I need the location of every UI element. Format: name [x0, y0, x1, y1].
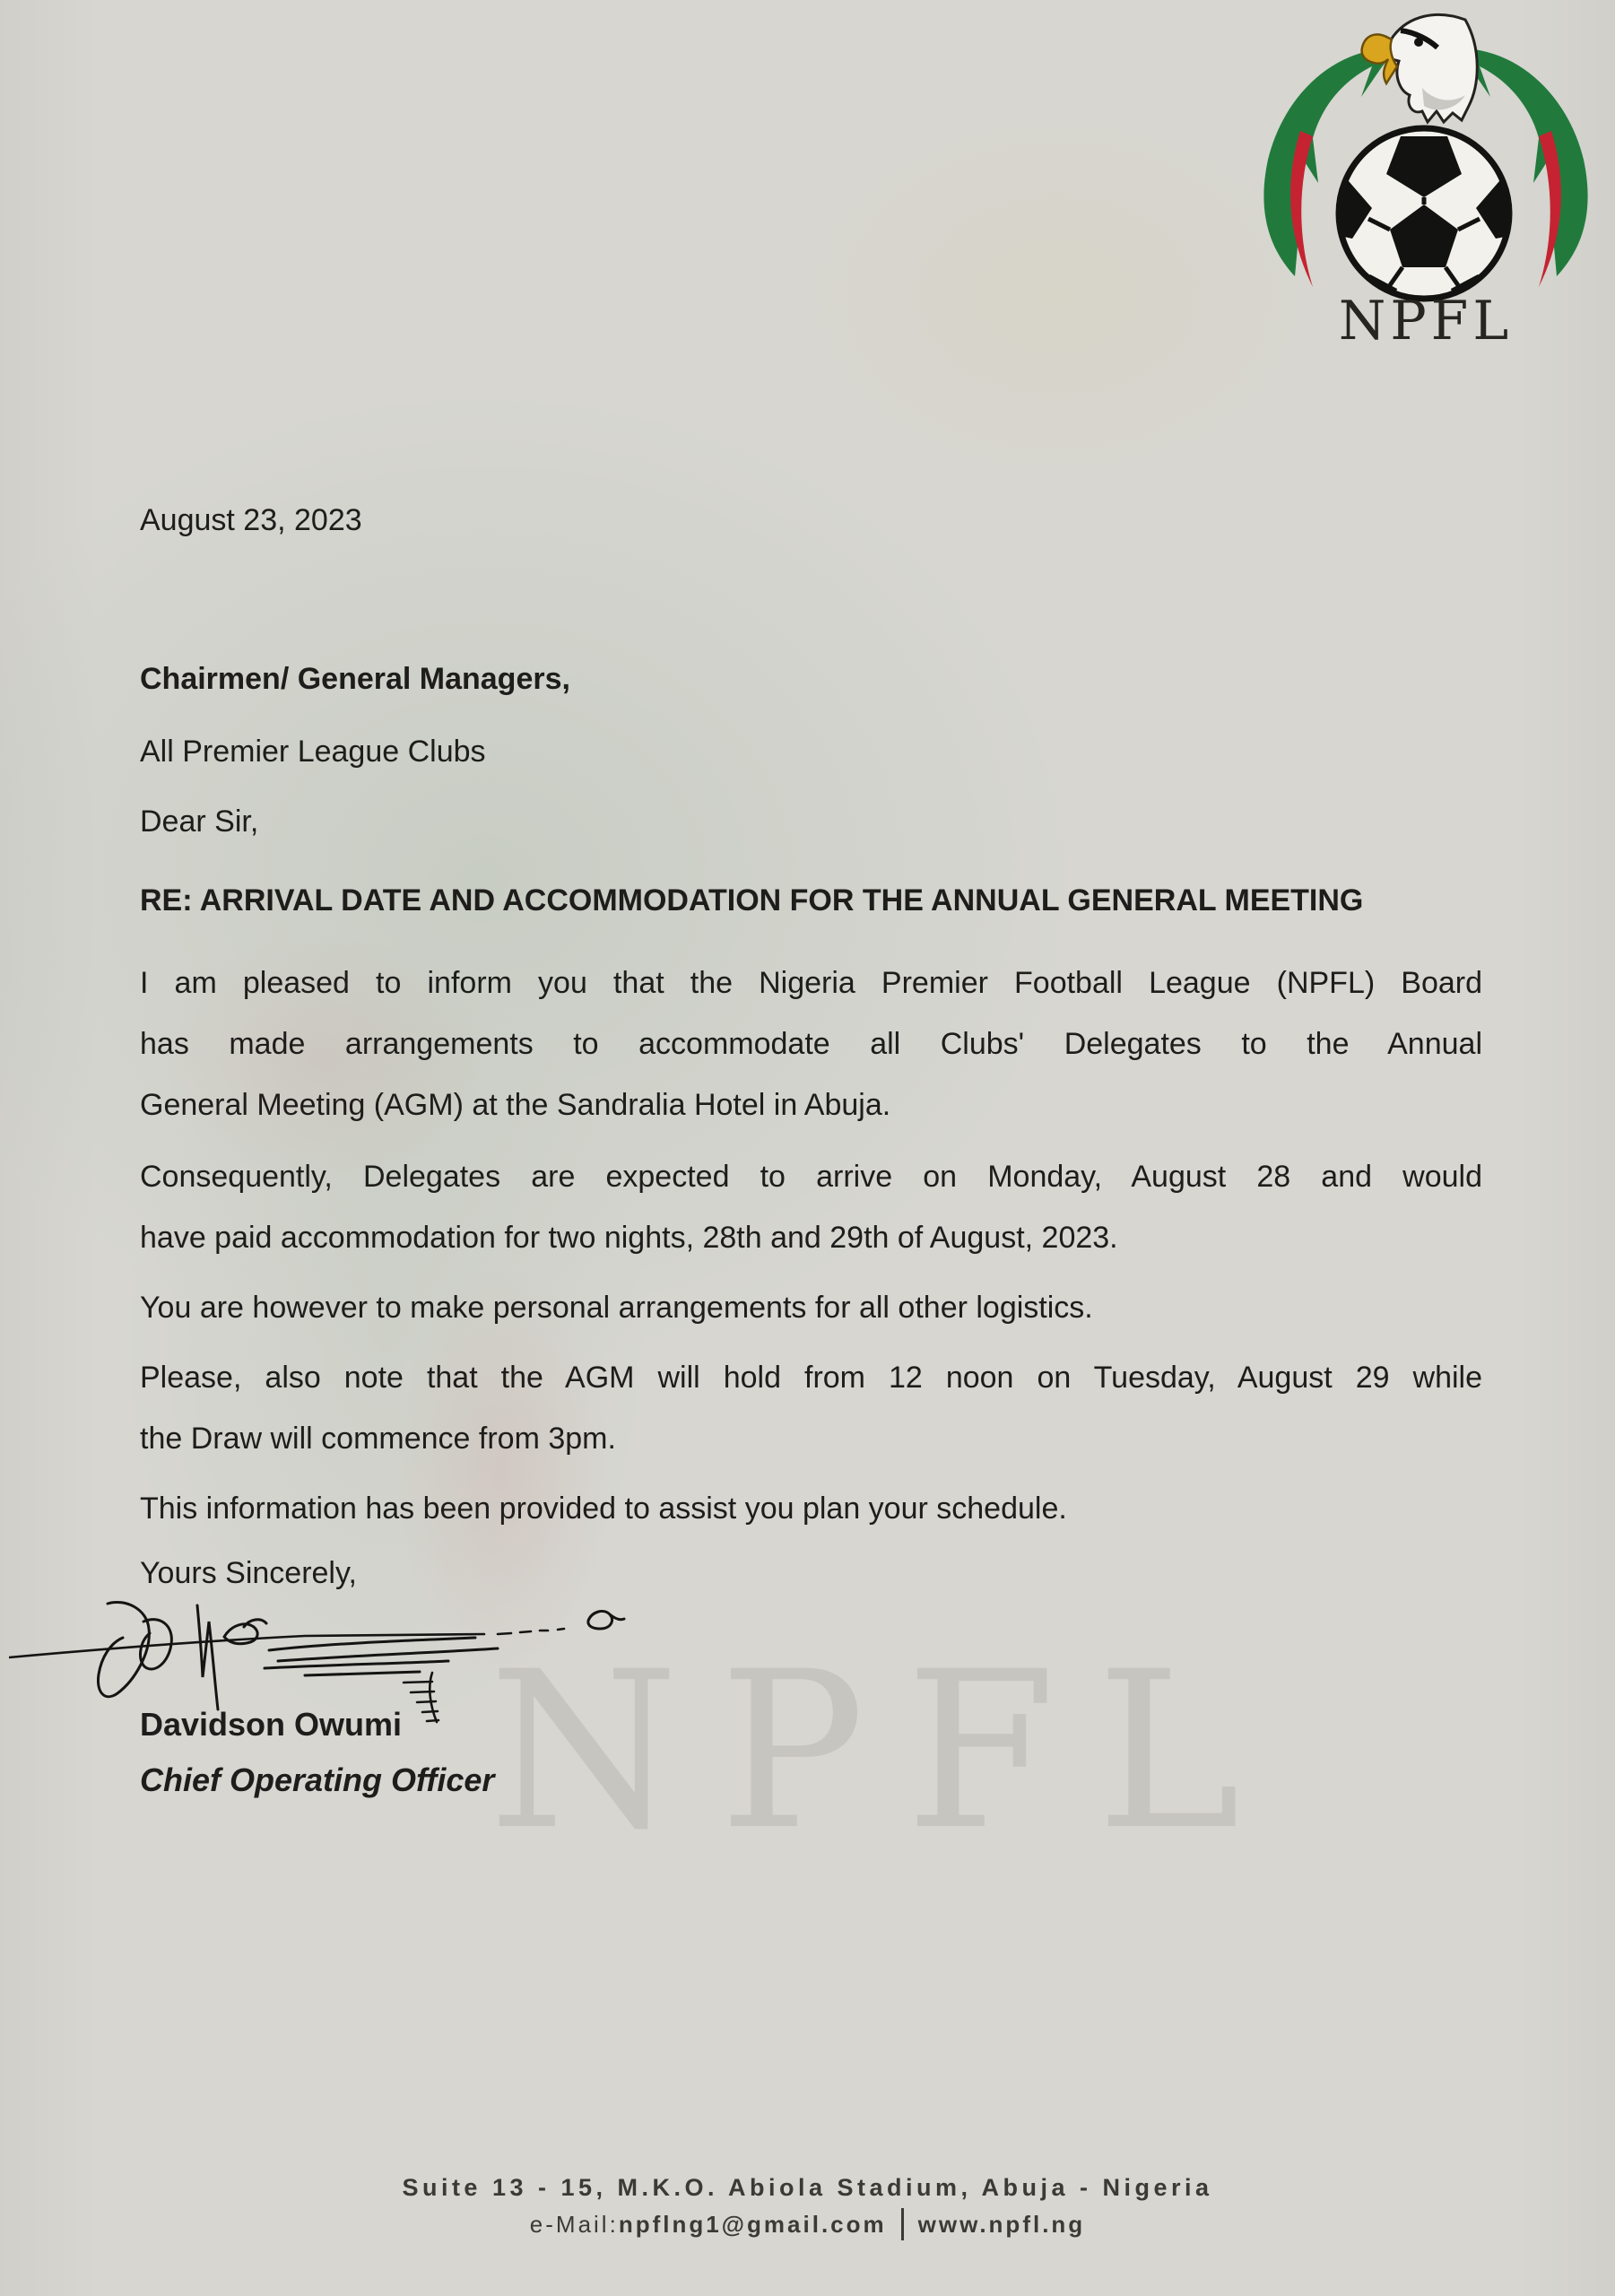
- signatory-name: Davidson Owumi: [140, 1706, 403, 1743]
- footer-separator: [901, 2208, 904, 2240]
- subject-line: RE: ARRIVAL DATE AND ACCOMMODATION FOR THE ANNUAL GENERAL MEETING: [140, 883, 1364, 918]
- footer-contact: [0, 2208, 1615, 2240]
- paragraph-line: the Draw will commence from 3pm.: [140, 1422, 616, 1456]
- website-url: www.npfl.ng: [917, 2211, 1086, 2238]
- email-address: npflng1@gmail.com: [618, 2211, 887, 2238]
- paragraph-line: has made arrangements to accommodate all Clubs' Delegates to the Annual: [140, 1027, 1482, 1061]
- body-paragraph-3: [140, 1277, 1482, 1338]
- closing: Yours Sincerely,: [140, 1556, 357, 1590]
- paragraph-line: You are however to make personal arrangements for all other logistics.: [140, 1291, 1093, 1325]
- body-paragraph-2: [140, 1146, 1482, 1268]
- body-paragraph-4: [140, 1347, 1482, 1469]
- body-paragraph-1: [140, 952, 1482, 1135]
- email-label: e-Mail:: [529, 2211, 619, 2238]
- paragraph-line: have paid accommodation for two nights, 28th and 29th of August, 2023.: [140, 1221, 1118, 1255]
- npfl-logo: [1243, 5, 1609, 355]
- npfl-watermark: NPFL: [489, 1625, 1281, 1878]
- footer-address: Suite 13 - 15, M.K.O. Abiola Stadium, Abuja - Nigeria: [402, 2174, 1213, 2201]
- signatory-title: Chief Operating Officer: [140, 1761, 495, 1798]
- paragraph-line: I am pleased to inform you that the Nigeria Premier Football League (NPFL) Board: [140, 966, 1482, 1000]
- paragraph-line: Consequently, Delegates are expected to arrive on Monday, August 28 and would: [140, 1160, 1482, 1194]
- date-text: August 23, 2023: [140, 503, 362, 537]
- logo-wordmark: NPFL: [1338, 290, 1514, 352]
- salutation: Dear Sir,: [140, 804, 259, 839]
- recipient-line-2: All Premier League Clubs: [140, 735, 486, 769]
- paragraph-line: This information has been provided to assist you plan your schedule.: [140, 1492, 1067, 1526]
- recipient-line-1: Chairmen/ General Managers,: [140, 662, 570, 696]
- body-paragraph-5: [140, 1478, 1482, 1539]
- paragraph-line: General Meeting (AGM) at the Sandralia Hotel in Abuja.: [140, 1088, 891, 1122]
- paragraph-line: Please, also note that the AGM will hold from 12 noon on Tuesday, August 29 while: [140, 1361, 1482, 1395]
